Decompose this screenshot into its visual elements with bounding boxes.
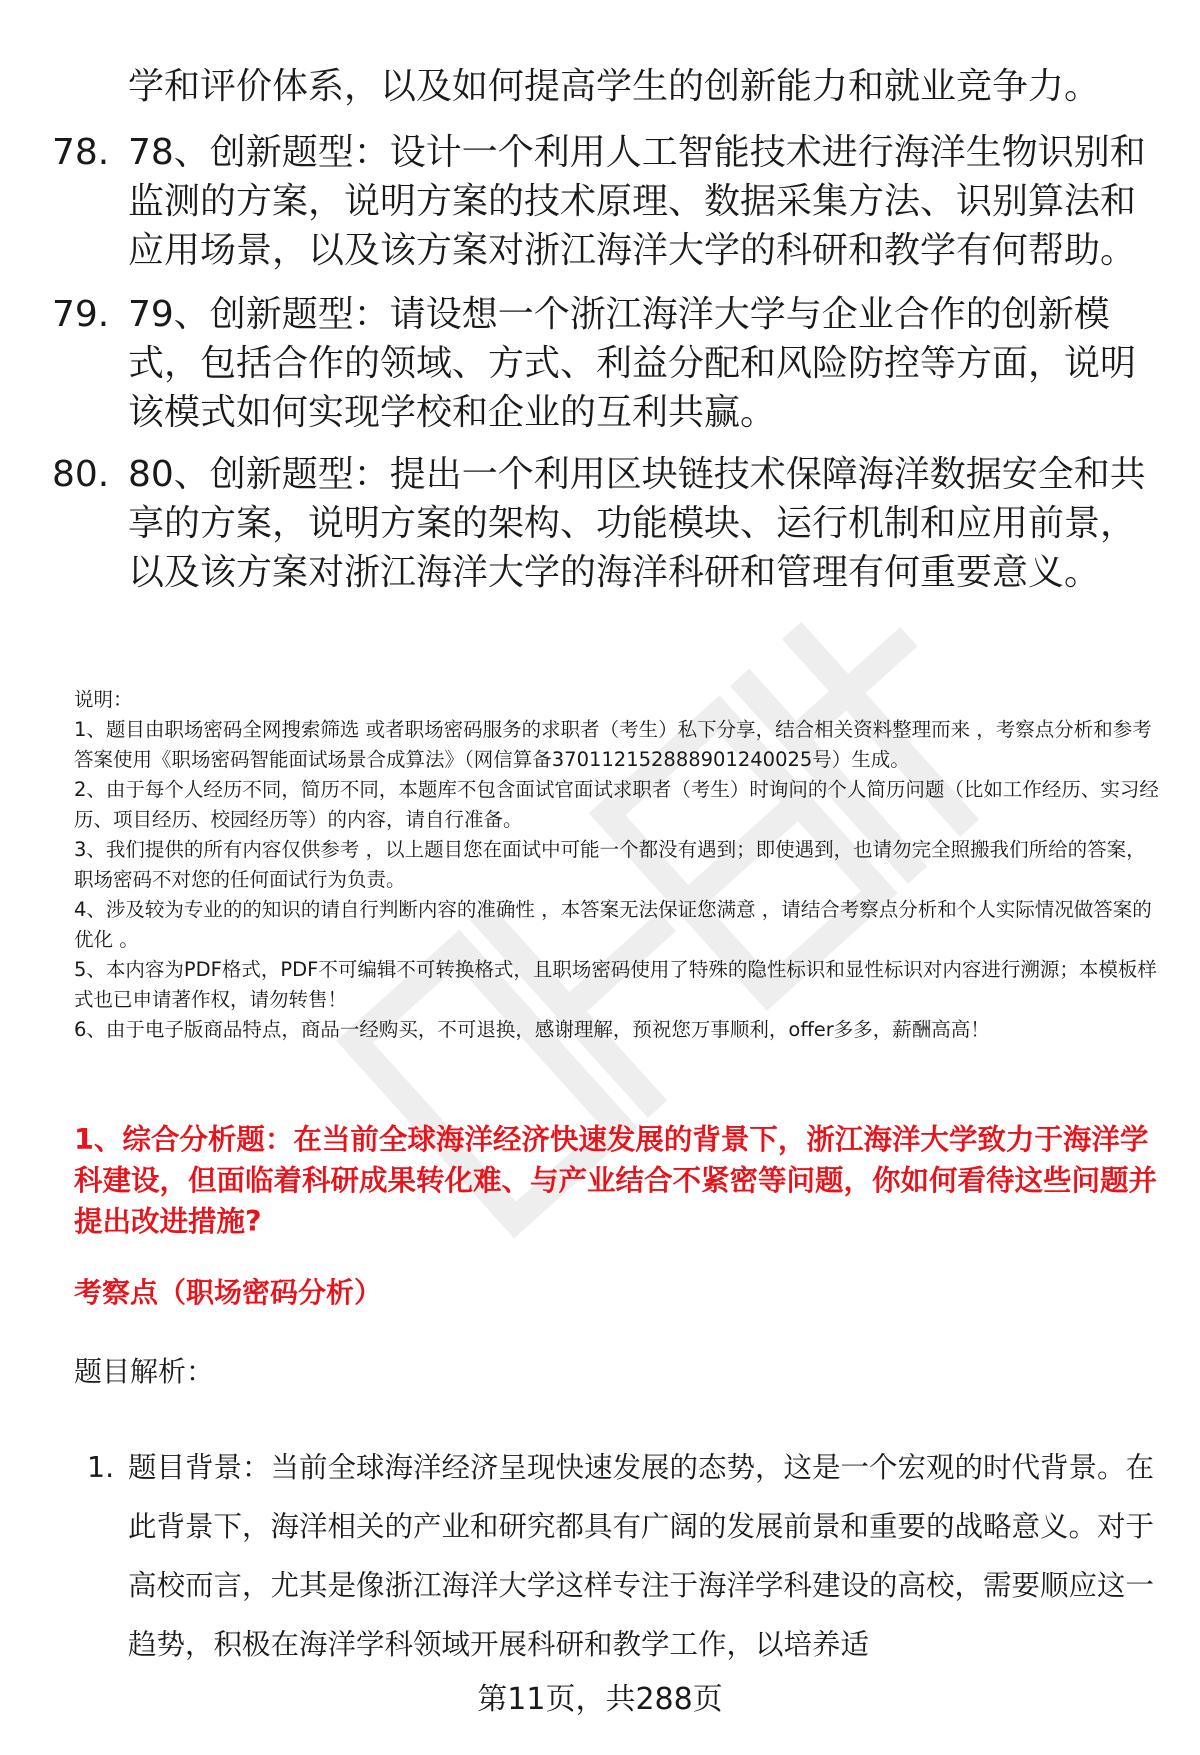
question-78-text: 78、创新题型：设计一个利用人工智能技术进行海洋生物识别和监测的方案，说明方案的技术原理、数据采集方法、识别算法和应用场景，以及该方案对浙江海洋大学的科研和教学有何帮助。 (128, 132, 1146, 271)
question-80-number: 80. (52, 454, 110, 495)
analysis-label: 题目解析： (74, 1355, 215, 1388)
note-item: 5、本内容为PDF格式，PDF不可编辑不可转换格式，且职场密码使用了特殊的隐性标识和显性标识对内容进行溯源；本模板样式也已申请著作权，请勿转售！ (74, 958, 1157, 1011)
note-item: 4、涉及较为专业的的知识的请自行判断内容的准确性 ，本答案无法保证您满意 ，请结合考察点分析和个人实际情况做答案的优化 。 (74, 898, 1152, 951)
continuation-text: 学和评价体系，以及如何提高学生的创新能力和就业竞争力。 (128, 66, 1101, 107)
question-80-text: 80、创新题型：提出一个利用区块链技术保障海洋数据安全和共享的方案，说明方案的架构、功能模块、运行机制和应用前景，以及该方案对浙江海洋大学的海洋科研和管理有何重要意义。 (128, 454, 1146, 593)
page-footer: 第11页，共288页 (477, 1682, 723, 1717)
question-1-heading: 1、综合分析题：在当前全球海洋经济快速发展的背景下，浙江海洋大学致力于海洋学科建设，但面临着科研成果转化难、与产业结合不紧密等问题，你如何看待这些问题并提出改进措施? (74, 1123, 1158, 1238)
note-item: 2、由于每个人经历不同，简历不同，本题库不包含面试官面试求职者（考生）时询问的个人简历问题（比如工作经历、实习经历、项目经历、校园经历等）的内容，请自行准备。 (74, 778, 1159, 831)
note-item: 1、题目由职场密码全网搜索筛选 或者职场密码服务的求职者（考生）私下分享，结合相关资料整理而来 ，考察点分析和参考答案使用《职场密码智能面试场景合成算法》（网信算备370112152888901240025号）生成。 (74, 718, 1152, 771)
kaochadian-heading: 考察点（职场密码分析） (74, 1276, 383, 1309)
list-item-number: 1. (87, 1451, 115, 1484)
question-78-number: 78. (52, 132, 110, 173)
notes-title: 说明： (74, 688, 133, 711)
list-item-text: 题目背景：当前全球海洋经济呈现快速发展的态势，这是一个宏观的时代背景。在此背景下，海洋相关的产业和研究都具有广阔的发展前景和重要的战略意义。对于高校而言，尤其是像浙江海洋大学这样专注于海洋学科建设的高校，需要顺应这一趋势，积极在海洋学科领域开展科研和教学工作，以培养适 (128, 1451, 1155, 1661)
note-item: 6、由于电子版商品特点，商品一经购买，不可退换，感谢理解，预祝您万事顺利，offer多多，薪酬高高！ (74, 1018, 990, 1041)
notes-section (74, 685, 1164, 1045)
question-79-text: 79、创新题型：请设想一个浙江海洋大学与企业合作的创新模式，包括合作的领域、方式、利益分配和风险防控等方面，说明该模式如何实现学校和企业的互利共赢。 (128, 294, 1137, 433)
question-79-number: 79. (52, 294, 110, 335)
note-item: 3、我们提供的所有内容仅供参考 ，以上题目您在面试中可能一个都没有遇到；即使遇到，也请勿完全照搬我们所给的答案，职场密码不对您的任何面试行为负责。 (74, 838, 1146, 891)
